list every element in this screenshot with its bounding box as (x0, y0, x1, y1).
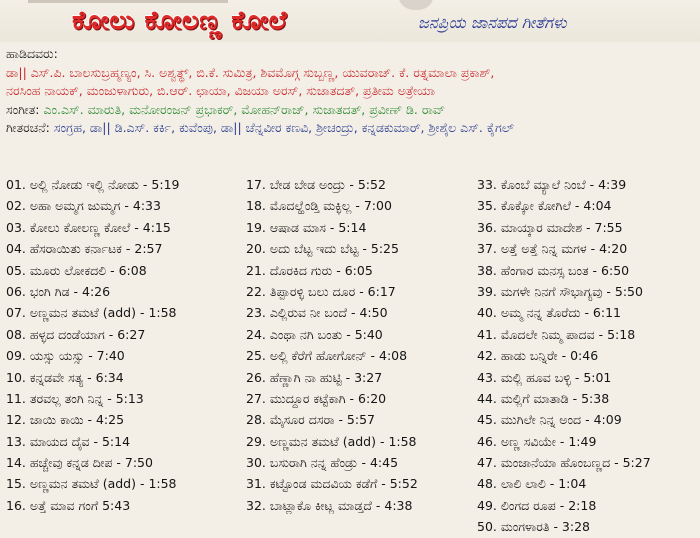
album-title: ಕೋಲು ಕೋಲಣ್ಣ ಕೋಲೆ (72, 6, 288, 36)
singers-label-line (6, 45, 696, 64)
lyrics-value: ಸಂಗ್ರಹ, ಡಾ|| ಡಿ.ಎಸ್. ಕರ್ಕಿ, ಕುವೆಂಪು, ಡಾ|| ಚೆನ್ನವೀರ ಕಣವಿ, ಶ್ರೀಚಂದ್ರು, ಕನ್ನಡಕುಮಾರ್, ಶ್ರೀಶೈಲ ಎಸ್. ಕೈಗಲ್ (53, 120, 514, 135)
track-item: 10. ಕನ್ನಡವೇ ಸತ್ಯ - 6:34 (6, 369, 124, 385)
track-item: 03. ಕೋಲು ಕೋಲಣ್ಣ ಕೋಲೆ - 4:15 (6, 219, 171, 235)
track-item: 39. ಮಗಳೇ ನಿನಗೆ ಸೌಭಾಗ್ಯವು - 5:50 (477, 283, 643, 299)
track-item: 41. ಮೊದಲೇ ನಿಮ್ಮ ಪಾದವ - 5:18 (477, 326, 636, 342)
track-item: 28. ಮೈಸೂರ ದಸರಾ - 5:57 (246, 412, 376, 428)
track-item: 07. ಅಣ್ಣಮನ ತಮಟೆ (add) - 1:58 (6, 305, 177, 321)
track-item: 01. ಅಲ್ಲಿ ನೋಡು ಇಲ್ಲಿ ನೋಡು - 5:19 (6, 177, 180, 192)
track-item: 49. ಲಿಂಗದ ರೂಪ - 2:18 (477, 497, 597, 513)
track-item: 05. ಮೂರು ಲೋಕದಲಿ - 6:08 (6, 262, 147, 278)
music-label: ಸಂಗೀತ: (6, 101, 40, 117)
track-item: 02. ಅಹಾ ಅಮ್ಮಗ ಜುಮ್ಮಗ - 4:33 (6, 198, 161, 214)
track-item: 17. ಬೇಡ ಬೇಡ ಅಂದ್ರು - 5:52 (246, 177, 386, 192)
track-column-1 (6, 174, 180, 516)
credits-block (6, 45, 696, 138)
track-item: 19. ಆಷಾಡ ಮಾಸ - 5:14 (246, 219, 367, 235)
track-item: 15. ಅಣ್ಣಮನ ತಮಟೆ (add) - 1:58 (6, 476, 177, 492)
track-item: 46. ಅಣ್ಣ ಸವಿಯೇ - 1:49 (477, 433, 597, 449)
track-item: 21. ದೊರಕಿದ ಗುರು - 6:05 (246, 262, 373, 278)
track-item: 36. ಮಾಯ್ಕಾರ ಮಾದೇಶ - 7:55 (477, 219, 623, 235)
top-strip (28, 0, 228, 3)
track-item: 12. ಜಾಯಿ ಕಾಯಿ - 4:25 (6, 412, 125, 428)
track-item: 16. ಅತ್ತೆ ಮಾವ ಗಂಗೆ 5:43 (6, 497, 131, 513)
track-item: 22. ತಿಪ್ಪಾರಳ್ಳಿ ಬಲು ದೂರ - 6:17 (246, 283, 396, 299)
album-subtitle: ಜನಪ್ರಿಯ ಜಾನಪದ ಗೀತೆಗಳು (418, 13, 567, 32)
track-item: 27. ಮುದ್ದೂರ ಕಟ್ಟೆಕಾಗಿ - 6:20 (246, 390, 387, 406)
track-item: 43. ಮಲ್ಲಿ ಹೂವ ಬಳ್ಳಿ - 5:01 (477, 369, 612, 385)
track-item: 44. ಮಲ್ಲಿಗೆ ಮಾತಾಡಿ - 5:38 (477, 390, 610, 406)
track-item: 08. ಹಳ್ಳದ ದಂಡೆಯಾಗ - 6:27 (6, 326, 146, 342)
track-item: 25. ಅಲ್ಲಿ ಕೆರೆಗೆ ಹೋಗೋನ್ - 4:08 (246, 348, 408, 364)
track-item: 40. ಅಮ್ಮ ನನ್ನ ತೊರೆದು - 6:11 (477, 305, 622, 321)
track-item: 45. ಮುಗಿಲೇ ನಿನ್ನ ಅಂದ - 4:09 (477, 412, 622, 428)
track-item: 47. ಮಂಜಾನೆಯಾ ಹೊಂಬಣ್ಣದ - 5:27 (477, 455, 651, 471)
track-item: 18. ಮೊದಲ್ಹೆಂಡ್ತಿ ಮಕ್ಳಿಲ್ಲ - 7:00 (246, 198, 392, 214)
track-item: 04. ಹೆಸರಾಯಿತು ಕರ್ನಾಟಕ - 2:57 (6, 241, 163, 257)
track-item: 13. ಮಾಯದ ದೈವ - 5:14 (6, 433, 131, 449)
track-item: 09. ಯಸ್ಸು ಯಸ್ಸು - 7:40 (6, 348, 125, 364)
singers-line-2: ನರಸಿಂಹ ನಾಯಕ್, ಮಂಜುಳಾಗುರು, ಬಿ.ಆರ್. ಛಾಯಾ, ವಿಜಯಾ ಅರಸ್, ಸುಜಾತದತ್, ಪ್ರತೀಮ ಅತ್ರೇಯಾ (6, 83, 435, 98)
track-item: 20. ಅದು ಬೆಟ್ಟ ಇದು ಬೆಟ್ಟ - 5:25 (246, 241, 399, 257)
singers-label: ಹಾಡಿದವರು: (6, 46, 58, 61)
track-item: 35. ಕೊಕ್ಕೋ ಕೋಗಿಲೆ - 4:04 (477, 198, 612, 214)
track-item: 24. ಎಂಥಾ ನಗಿ ಬಂತು - 5:40 (246, 326, 383, 342)
track-item: 29. ಅಣ್ಣಮನ ತಮಟೆ (add) - 1:58 (246, 433, 417, 449)
track-item: 37. ಅತ್ತೆ ಅತ್ತೆ ನಿನ್ನ ಮಗಳ - 4:20 (477, 241, 628, 257)
track-item: 23. ಎಲ್ಲಿರುವ ನೀ ಬಂದೆ - 4:50 (246, 305, 388, 321)
track-item: 48. ಲಾಲಿ ಲಾಲಿ - 1:04 (477, 476, 587, 492)
title-banner (0, 0, 700, 42)
track-item: 50. ಮಂಗಳಾರತಿ - 3:28 (477, 519, 591, 535)
track-item: 11. ತರವಲ್ಲ ತಂಗಿ ನಿನ್ನ - 5:13 (6, 390, 144, 406)
track-item: 33. ಕೊಂಬೆ ಮ್ಯಾಲೆ ನಿಂಬೆ - 4:39 (477, 177, 627, 192)
track-item: 06. ಭಂಗಿ ಗಿಡ - 4:26 (6, 283, 111, 299)
music-line (6, 101, 696, 120)
track-item: 30. ಬಸುರಾಗಿ ನನ್ನ ಹೆಂಡ್ರು - 4:45 (246, 455, 399, 471)
track-column-3 (477, 174, 651, 538)
track-column-2 (246, 174, 418, 516)
disc-edge (398, 0, 434, 10)
singers-line-1: ಡಾ|| ಎಸ್.ಪಿ. ಬಾಲಸುಬ್ರಹ್ಮಣ್ಯಂ, ಸಿ. ಅಶ್ವತ್ಥ್, ಬಿ.ಕೆ. ಸುಮಿತ್ರ, ಶಿವಮೊಗ್ಗ ಸುಬ್ಬಣ್ಣ, ಯುವರಾಜ್. ಕೆ. ರತ್ನಮಾಲಾ ಪ್ರಕಾಶ್, (6, 64, 495, 80)
track-item: 14. ಹಚ್ಚೇವು ಕನ್ನಡ ದೀಪ - 7:50 (6, 455, 153, 471)
track-item: 42. ಹಾಡು ಬನ್ನಿರೇ - 0:46 (477, 348, 599, 364)
track-item: 31. ಕಟ್ಟೊಂಡ ಮದವಿಯ ಕಡೆಗೆ - 5:52 (246, 476, 418, 492)
track-item: 32. ಬಾಟ್ಲಾಕೊ ಕೀಟ್ಲ ಮಾಡ್ತದೆ - 4:38 (246, 497, 413, 513)
lyrics-label: ಗೀತರಚನೆ: (6, 120, 50, 135)
track-list (0, 174, 700, 536)
music-value: ಎಂ.ಎಸ್. ಮಾರುತಿ, ಮನೋರಂಜನ್ ಪ್ರಭಾಕರ್, ಮೋಹನ್‌ರಾಜ್, ಸುಜಾತದತ್, ಪ್ರವೀಣ್ ಡಿ. ರಾವ್ (43, 101, 445, 117)
track-item: 26. ಹೆಣ್ಣಾಗಿ ನಾ ಹುಟ್ಟಿ - 3:27 (246, 369, 383, 385)
track-item: 38. ಹೆಂಗಾರ ಮನಸ್ಸ ಬಂತ - 6:50 (477, 262, 630, 278)
lyrics-line (6, 119, 696, 138)
